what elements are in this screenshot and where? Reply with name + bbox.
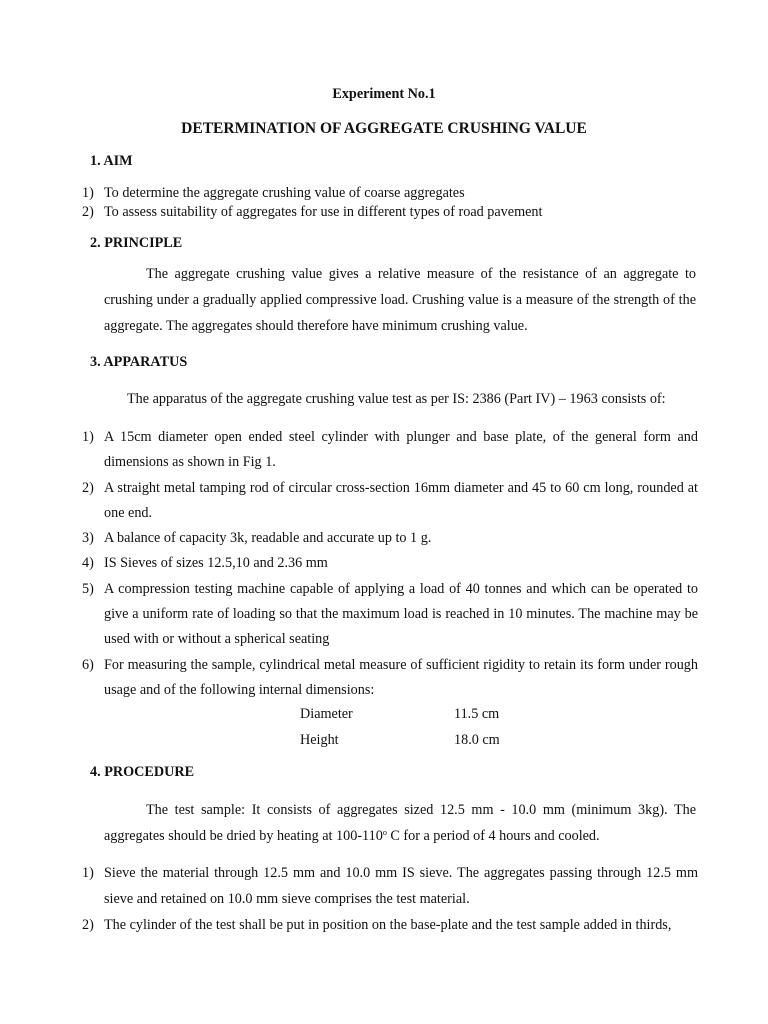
list-item bbox=[82, 551, 698, 576]
procedure-list bbox=[82, 860, 698, 938]
item-text: To determine the aggregate crushing value of coarse aggregates bbox=[104, 185, 465, 201]
item-number: 2) bbox=[82, 917, 94, 933]
list-item bbox=[82, 653, 698, 704]
list-item bbox=[82, 476, 698, 527]
procedure-heading: 4. PROCEDURE bbox=[90, 764, 195, 780]
item-text: A straight metal tamping rod of circular cross-section 16mm diameter and 45 to 60 cm long, rounded at one end. bbox=[104, 479, 698, 521]
aim-list bbox=[82, 184, 698, 222]
apparatus-list bbox=[82, 425, 698, 703]
principle-text: The aggregate crushing value gives a relative measure of the resistance of an aggregate to crushing under a gradually applied compressive load. Crushing value is a measure of the strength of the aggregate. The aggregates should therefore have minimum crushing value. bbox=[104, 266, 696, 334]
list-item bbox=[82, 860, 698, 912]
item-text: IS Sieves of sizes 12.5,10 and 2.36 mm bbox=[104, 555, 328, 572]
list-item bbox=[82, 184, 698, 203]
list-item bbox=[82, 912, 698, 938]
list-item bbox=[82, 203, 698, 222]
principle-paragraph bbox=[104, 261, 696, 339]
list-item bbox=[82, 526, 698, 551]
dimensions-table bbox=[300, 701, 500, 753]
dimension-row bbox=[300, 701, 500, 727]
dimension-label: Height bbox=[300, 732, 339, 748]
item-text: To assess suitability of aggregates for use in different types of road pavement bbox=[104, 204, 543, 220]
item-number: 2) bbox=[82, 204, 94, 220]
experiment-number: Experiment No.1 bbox=[332, 86, 436, 102]
document-title: DETERMINATION OF AGGREGATE CRUSHING VALUE bbox=[181, 120, 587, 137]
item-text: The cylinder of the test shall be put in position on the base-plate and the test sample added in thirds, bbox=[104, 917, 672, 933]
item-number: 6) bbox=[82, 656, 94, 673]
item-number: 4) bbox=[82, 555, 94, 572]
degree-superscript: o bbox=[382, 828, 387, 837]
procedure-intro bbox=[104, 797, 696, 849]
dimension-value: 11.5 cm bbox=[454, 706, 500, 722]
item-text: Sieve the material through 12.5 mm and 10.0 mm IS sieve. The aggregates passing through 12.5 mm sieve and retained on 10.0 mm sieve comprises the test material. bbox=[104, 865, 698, 907]
list-item bbox=[82, 425, 698, 476]
aim-heading: 1. AIM bbox=[90, 153, 133, 169]
item-number: 3) bbox=[82, 530, 94, 547]
dimension-row bbox=[300, 727, 500, 753]
principle-heading: 2. PRINCIPLE bbox=[90, 235, 183, 251]
item-number: 1) bbox=[82, 429, 94, 445]
list-item bbox=[82, 577, 698, 653]
item-number: 5) bbox=[82, 580, 94, 597]
item-text: A balance of capacity 3k, readable and accurate up to 1 g. bbox=[104, 530, 432, 547]
item-number: 2) bbox=[82, 479, 94, 496]
procedure-intro-text-a: The test sample: It consists of aggregates sized 12.5 mm - 10.0 mm (minimum 3kg). The aggregates should be dried by heating at 100-110 bbox=[104, 802, 696, 844]
item-number: 1) bbox=[82, 865, 94, 881]
item-text: A 15cm diameter open ended steel cylinder with plunger and base plate, of the general form and dimensions as shown in Fig 1. bbox=[104, 429, 698, 471]
item-text: A compression testing machine capable of applying a load of 40 tonnes and which can be operated to give a uniform rate of loading so that the maximum load is reached in 10 minutes. The machine may be used with or without a spherical seating bbox=[104, 580, 698, 648]
item-text: For measuring the sample, cylindrical metal measure of sufficient rigidity to retain its form under rough usage and of the following internal dimensions: bbox=[104, 656, 698, 698]
item-number: 1) bbox=[82, 185, 94, 201]
apparatus-intro: The apparatus of the aggregate crushing value test as per IS: 2386 (Part IV) – 1963 consists of: bbox=[127, 391, 666, 407]
dimension-value: 18.0 cm bbox=[454, 732, 500, 748]
dimension-label: Diameter bbox=[300, 706, 353, 722]
procedure-intro-text-b: C for a period of 4 hours and cooled. bbox=[386, 828, 600, 844]
apparatus-heading: 3. APPARATUS bbox=[90, 354, 188, 370]
